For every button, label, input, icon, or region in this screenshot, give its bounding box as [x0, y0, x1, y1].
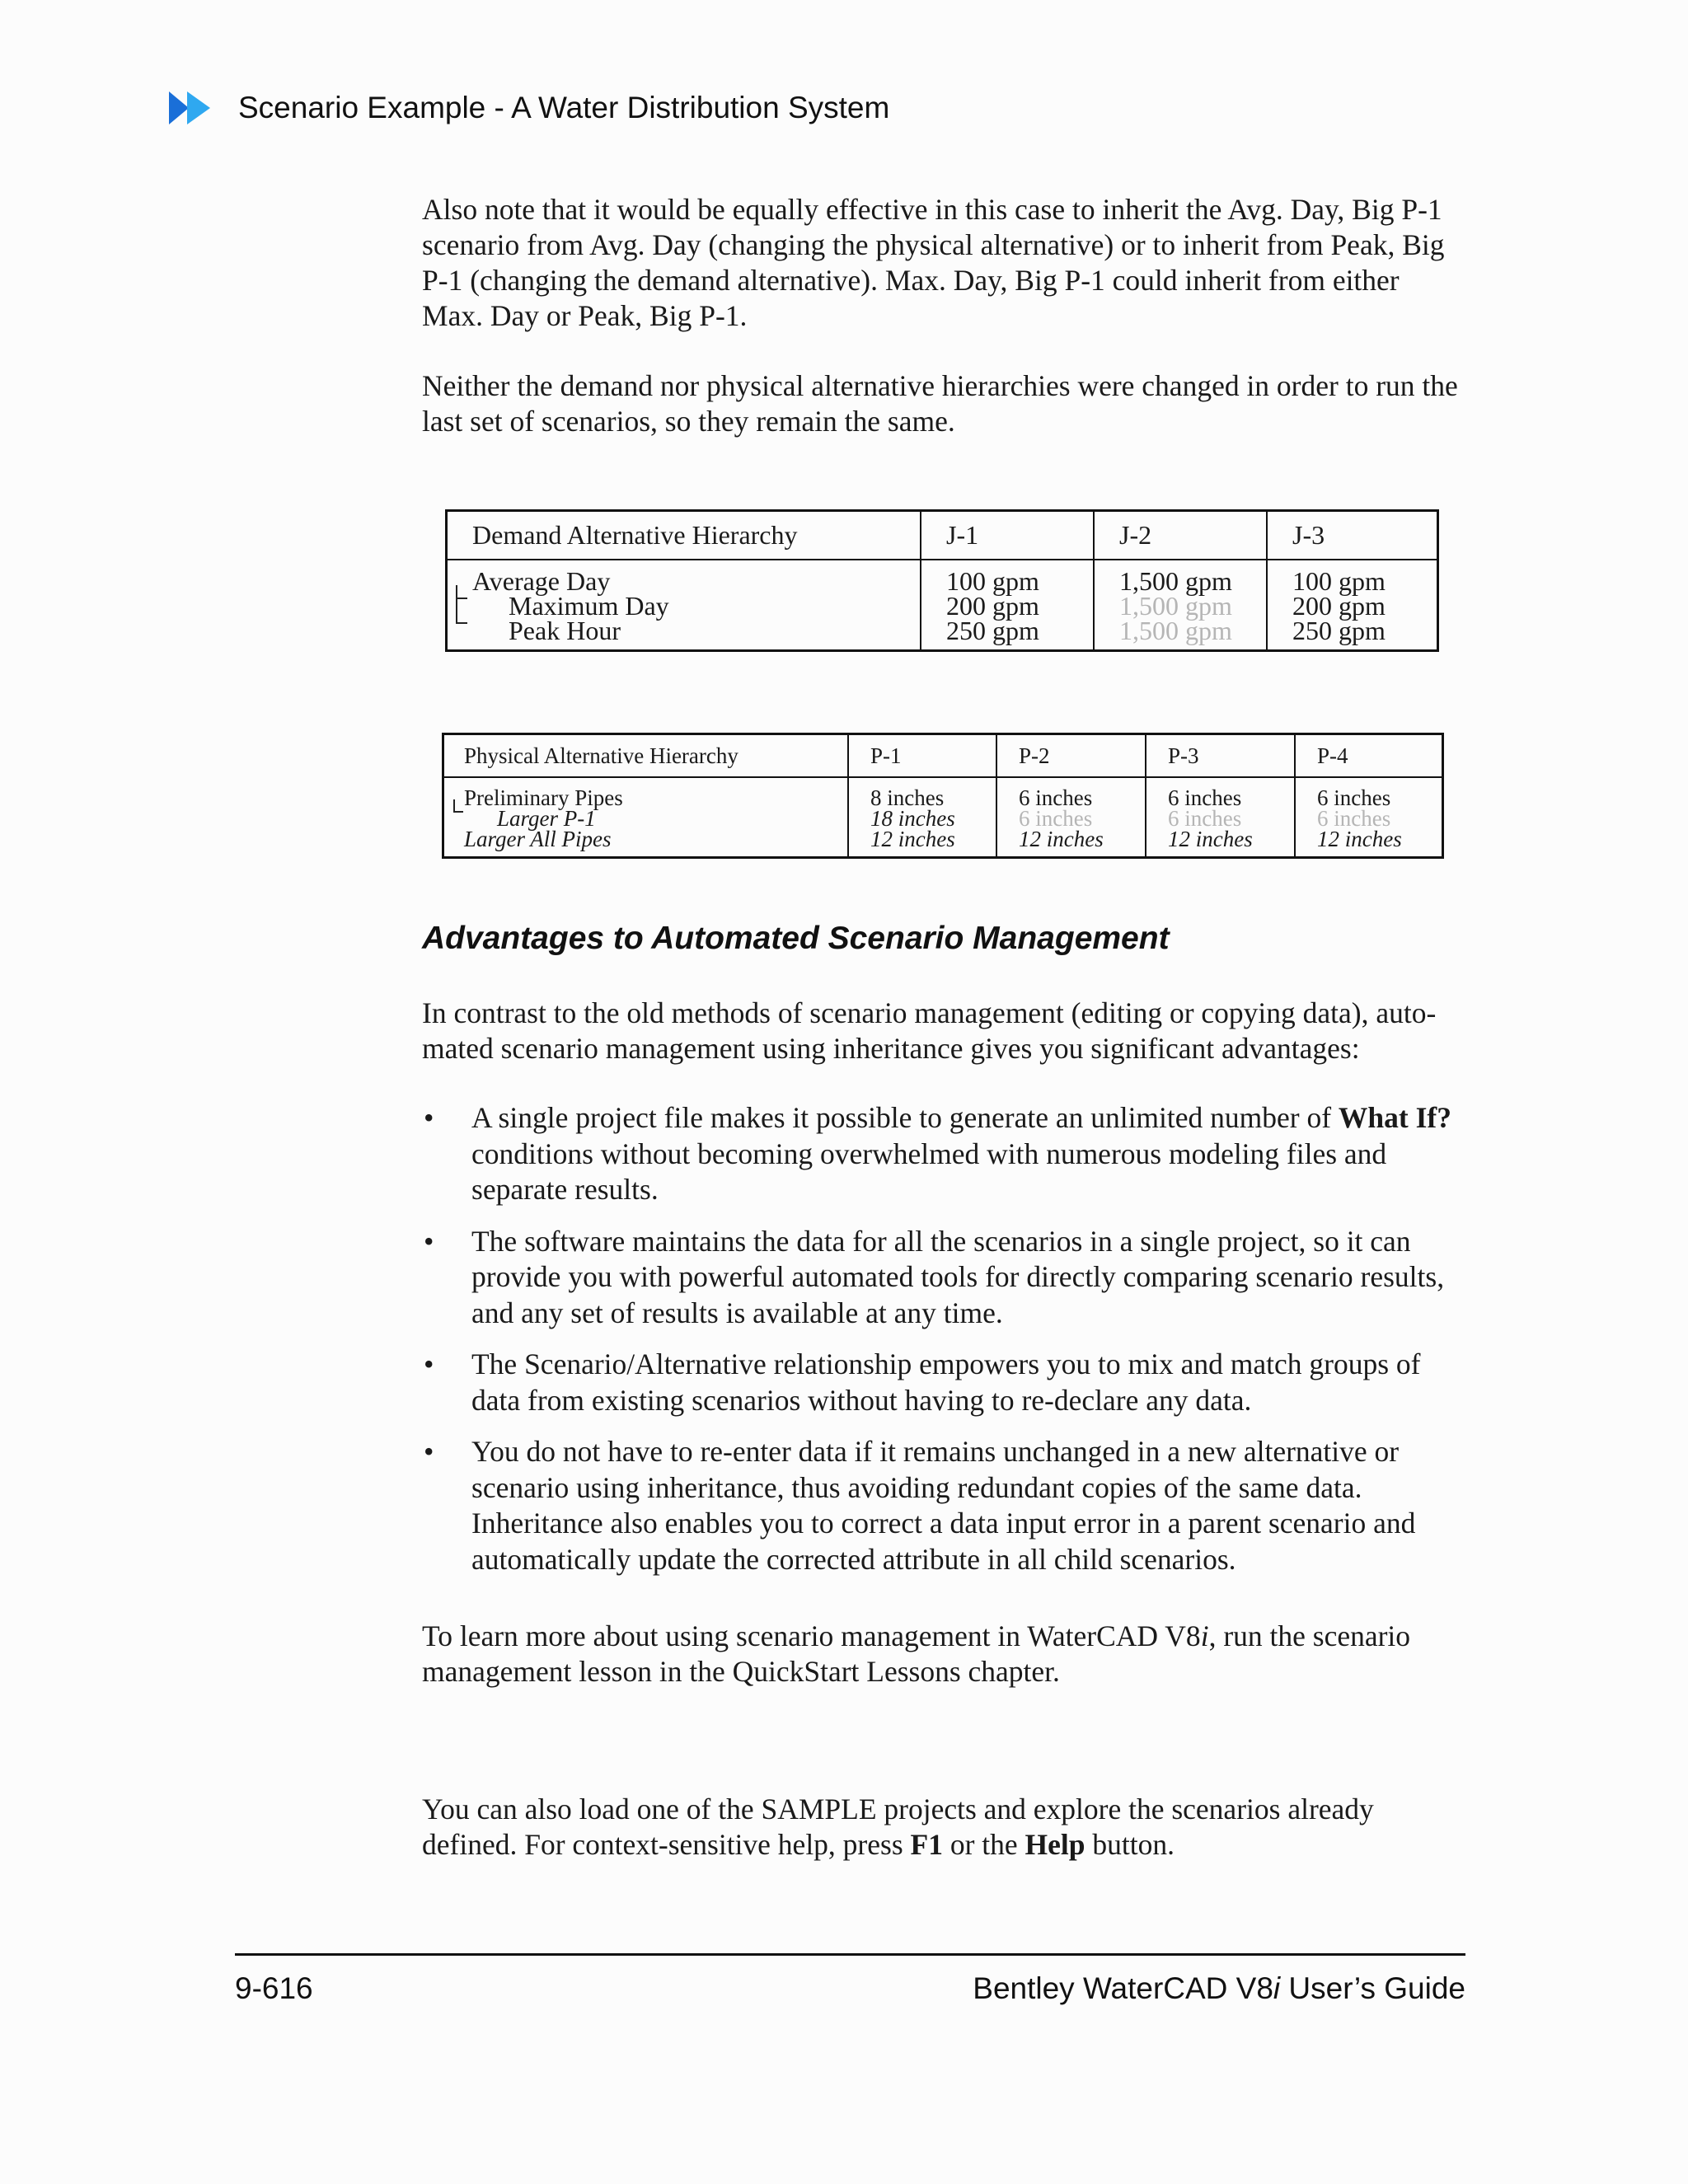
column-j2 [1095, 560, 1268, 649]
section-heading: Advantages to Automated Scenario Management [422, 921, 1170, 956]
table-cell: 200 gpm [946, 591, 1039, 621]
physical-hierarchy-table [442, 733, 1444, 859]
table-cell: 6 inches [1019, 785, 1093, 810]
text-run: Bentley WaterCAD V8 [973, 1971, 1273, 2005]
table-header-cell: P-3 [1146, 735, 1296, 776]
table-header-cell: P-2 [997, 735, 1146, 776]
table-header-cell: Demand Alternative Hierarchy [448, 512, 921, 559]
table-body-row [448, 560, 1437, 649]
bullet-icon: • [424, 1347, 434, 1380]
table-cell: 250 gpm [946, 616, 1039, 645]
tree-connector [456, 598, 467, 599]
paragraph-sample [422, 1792, 1467, 1863]
inherited-cell: 1,500 gpm [1119, 591, 1232, 621]
column-p2 [997, 778, 1146, 856]
list-item [422, 1224, 1467, 1332]
text-run-italic: i [1200, 1619, 1209, 1652]
table-cell: 250 gpm [1292, 616, 1386, 645]
table-header-cell: J-2 [1095, 512, 1268, 559]
list-item-text: conditions without becoming overwhelmed with numerous modeling files and separate results. [471, 1137, 1387, 1206]
text-run: User’s Guide [1280, 1971, 1465, 2005]
inherited-cell: 6 inches [1317, 806, 1391, 831]
table-cell: 6 inches [1168, 785, 1242, 810]
bullet-icon: • [424, 1435, 434, 1468]
tree-connector [456, 622, 467, 624]
text-run: , run the scenario management lesson in the QuickStart Lessons chapter. [422, 1619, 1411, 1688]
tree-node-preliminary-pipes: Preliminary Pipes [464, 785, 623, 810]
table-cell: 6 inches [1317, 785, 1391, 810]
list-item-text: The software maintains the data for all the scenarios in a single project, so it can provide you with powerful automated tools for directly comparing scenario results, and any set of results is available at any time. [471, 1224, 1445, 1329]
tree-connector [453, 811, 463, 813]
table-header-cell: P-1 [849, 735, 997, 776]
column-p1 [849, 778, 997, 856]
table-header-cell: J-1 [921, 512, 1095, 559]
double-arrow-icon [169, 89, 220, 127]
tree-connector [453, 799, 455, 812]
table-cell: 100 gpm [1292, 566, 1386, 596]
column-j1 [921, 560, 1095, 649]
column-p4 [1296, 778, 1442, 856]
header-title: Scenario Example - A Water Distribution System [238, 91, 890, 124]
list-item [422, 1347, 1467, 1418]
text-run: or the [942, 1828, 1025, 1861]
table-cell: 12 inches [1019, 827, 1104, 851]
hierarchy-tree [444, 778, 849, 856]
inherited-cell: 1,500 gpm [1119, 616, 1232, 645]
list-item-text: A single project file makes it possible to generate an unlimited number of [471, 1101, 1339, 1134]
table-cell: 1,500 gpm [1119, 566, 1232, 596]
tree-node-larger-all-pipes: Larger All Pipes [464, 827, 612, 851]
table-cell: 12 inches [1317, 827, 1402, 851]
tree-node-maximum-day: Maximum Day [509, 591, 669, 621]
bullet-icon: • [424, 1224, 434, 1258]
text-run: You can also load one of the SAMPLE projects and explore the scenarios already defined. For context-sensitive help, press [422, 1793, 1374, 1861]
paragraph-neither: Neither the demand nor physical alternative hierarchies were changed in order to run the last set of scenarios, so they remain the same. [422, 369, 1458, 438]
advantages-list [422, 1100, 1467, 1593]
table-cell: 18 inches [870, 806, 955, 831]
table-header-cell: P-4 [1317, 743, 1348, 768]
table-cell: 12 inches [1168, 827, 1253, 851]
list-item-text: The Scenario/Alternative relationship empowers you to mix and match groups of data from existing scenarios without having to re-declare any data. [471, 1347, 1421, 1417]
footer-divider [235, 1953, 1465, 1956]
table-cell: 12 inches [870, 827, 955, 851]
list-item [422, 1434, 1467, 1577]
tree-node-peak-hour: Peak Hour [509, 616, 621, 645]
paragraph-learn-more [422, 1619, 1467, 1690]
table-header-cell: J-3 [1292, 520, 1325, 550]
tree-node-average-day: Average Day [472, 566, 611, 596]
guide-title [973, 1971, 1465, 2006]
inherited-cell: 6 inches [1019, 806, 1093, 831]
page-number: 9-616 [235, 1971, 313, 2005]
paragraph-inherit: Also note that it would be equally effective in this case to inherit the Avg. Day, Big P-1 scenario from Avg. Day (changing the physical alternative) or to inherit from Peak, Big P-1 (changing the demand alternative). Max. Day, Big P-1 could inherit from either Max. Day or Peak, Big P-1. [422, 193, 1445, 332]
inherited-cell: 6 inches [1168, 806, 1242, 831]
help-button-name: Help [1025, 1828, 1085, 1861]
table-cell: 8 inches [870, 785, 945, 810]
table-header-row [448, 512, 1437, 560]
table-header-row [444, 735, 1442, 778]
key-f1: F1 [910, 1828, 943, 1861]
tree-connector [456, 585, 457, 622]
demand-hierarchy-table [445, 509, 1439, 652]
text-run: To learn more about using scenario management in WaterCAD V8 [422, 1619, 1201, 1652]
table-body-row [444, 778, 1442, 856]
list-item-bold: What If? [1338, 1101, 1451, 1134]
column-j3 [1268, 560, 1437, 649]
hierarchy-tree [448, 560, 921, 649]
list-item-text: You do not have to re-enter data if it remains unchanged in a new alternative or scenario using inheritance, thus avoiding redundant copies of the same data. Inheritance also enables you to correct a data input error in a parent scenario and automatically update the corrected attribute in all child scenarios. [471, 1435, 1416, 1576]
text-run-italic: i [1273, 1971, 1281, 2005]
paragraph-contrast: In contrast to the old methods of scenario management (editing or copying data), auto-mated scenario management using inheritance gives you significant advantages: [422, 996, 1437, 1065]
tree-node-larger-p1: Larger P-1 [497, 806, 596, 831]
bullet-icon: • [424, 1101, 434, 1134]
list-item [422, 1100, 1467, 1208]
running-header [169, 89, 889, 127]
table-cell: 100 gpm [946, 566, 1039, 596]
table-header-cell: Physical Alternative Hierarchy [444, 735, 849, 776]
table-cell: 200 gpm [1292, 591, 1386, 621]
text-run: button. [1085, 1828, 1175, 1861]
column-p3 [1146, 778, 1296, 856]
